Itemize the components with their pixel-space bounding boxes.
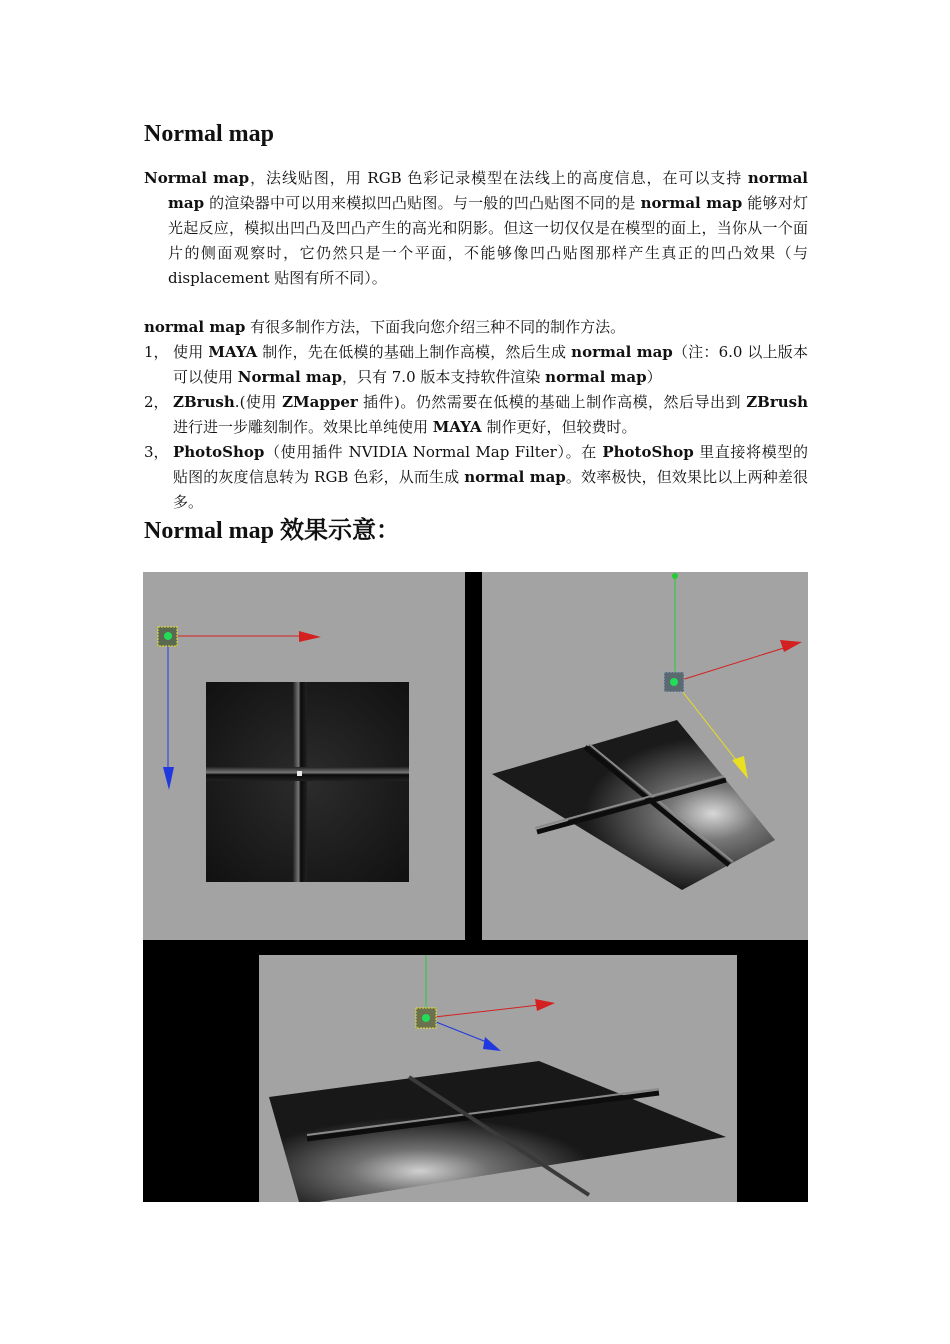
text-run: ） xyxy=(646,368,662,386)
bold-term: normal map xyxy=(545,368,647,386)
list-text xyxy=(173,443,808,511)
heading-normal-map: Normal map xyxy=(144,121,274,147)
list-number: 3， xyxy=(144,443,169,461)
list-text xyxy=(173,343,808,386)
bold-term: Normal map xyxy=(144,169,250,187)
axis-x-line xyxy=(675,647,787,682)
bold-term: ZBrush xyxy=(746,393,808,411)
manipulator-center xyxy=(670,678,678,686)
manipulator-center xyxy=(164,632,172,640)
groove-vertical xyxy=(293,682,307,882)
list-number: 1， xyxy=(144,343,169,361)
list-number: 2， xyxy=(144,393,169,411)
viewport-perspective-top xyxy=(482,572,808,940)
bold-term: MAYA xyxy=(208,343,258,361)
list-item-2 xyxy=(144,390,808,440)
methods-intro xyxy=(144,315,808,340)
bold-term: Normal map xyxy=(237,368,342,386)
viewport-front-scene xyxy=(143,572,465,940)
viewport-perspective-bottom xyxy=(259,955,737,1202)
viewport-perspective-bottom-scene xyxy=(259,955,737,1202)
bold-term: PhotoShop xyxy=(602,443,694,461)
text-run: 制作，先在低模的基础上制作高模，然后生成 xyxy=(257,343,572,361)
text-run: 里直接将模型的贴图的灰度信息转为 RGB 色彩，从而生成 xyxy=(173,443,808,486)
viewport-front xyxy=(143,572,465,940)
bold-term: normal map xyxy=(464,468,566,486)
bold-term: ZMapper xyxy=(282,393,358,411)
axis-x-line xyxy=(426,1005,539,1018)
bold-term: normal map xyxy=(144,318,246,336)
axis-extra-arrow xyxy=(732,756,748,779)
text-run: 有很多制作方法，下面我向您介绍三种不同的制作方法。 xyxy=(245,318,626,336)
highlight-dot xyxy=(297,771,302,776)
heading-effect: Normal map 效果示意： xyxy=(144,518,400,544)
axis-x-arrow xyxy=(780,640,802,652)
text-run: 的渲染器中可以用来模拟凹凸贴图。与一般的凹凸贴图不同的是 xyxy=(204,194,641,212)
plane-square xyxy=(206,682,409,882)
list-item-3 xyxy=(144,440,808,515)
bold-term: ZBrush xyxy=(173,393,235,411)
axis-x-arrow xyxy=(299,631,321,642)
text-run: 能够对灯光起反应，模拟出凹凸及凹凸产生的高光和阴影。但这一切仅仅是在模型的面上，当你从一个面片的侧面观察时，它仍然只是一个平面，不能够像凹凸贴图那样产生真正的凹凸效果（与 displacement 贴图有所不同）。 xyxy=(168,194,808,287)
axis-x-arrow xyxy=(535,999,555,1011)
bold-term: PhotoShop xyxy=(173,443,265,461)
bold-term: normal map xyxy=(168,169,808,212)
text-run: （注：6.0 以上版本可以使用 xyxy=(173,343,808,386)
axis-y-tip xyxy=(672,573,678,579)
text-run: （使用插件 NVIDIA Normal Map Filter）。在 xyxy=(264,443,603,461)
normal-map-figure xyxy=(143,572,808,1202)
viewport-perspective-top-scene xyxy=(482,572,808,940)
bold-term: normal map xyxy=(571,343,673,361)
text-run: 制作更好，但较费时。 xyxy=(481,418,637,436)
axis-z-arrow xyxy=(163,767,174,790)
groove-horizontal xyxy=(206,767,409,781)
list-item-1 xyxy=(144,340,808,390)
text-run: 。效率极快，但效果比以上两种差很多。 xyxy=(173,468,808,511)
text-run: 插件)。仍然需要在低模的基础上制作高模，然后导出到 xyxy=(357,393,747,411)
list-text xyxy=(173,393,808,436)
bold-term: normal map xyxy=(640,194,743,212)
bold-term: MAYA xyxy=(432,418,482,436)
text-run: 进行进一步雕刻制作。效果比单纯使用 xyxy=(173,418,433,436)
text-run: ，只有 7.0 版本支持软件渲染 xyxy=(342,368,546,386)
text-run: .(使用 xyxy=(234,393,283,411)
intro-paragraph xyxy=(144,166,808,291)
axis-z-arrow xyxy=(483,1037,501,1051)
text-run: 使用 xyxy=(173,343,209,361)
text-run: ，法线贴图，用 RGB 色彩记录模型在法线上的高度信息，在可以支持 xyxy=(249,169,748,187)
manipulator-center xyxy=(422,1014,430,1022)
